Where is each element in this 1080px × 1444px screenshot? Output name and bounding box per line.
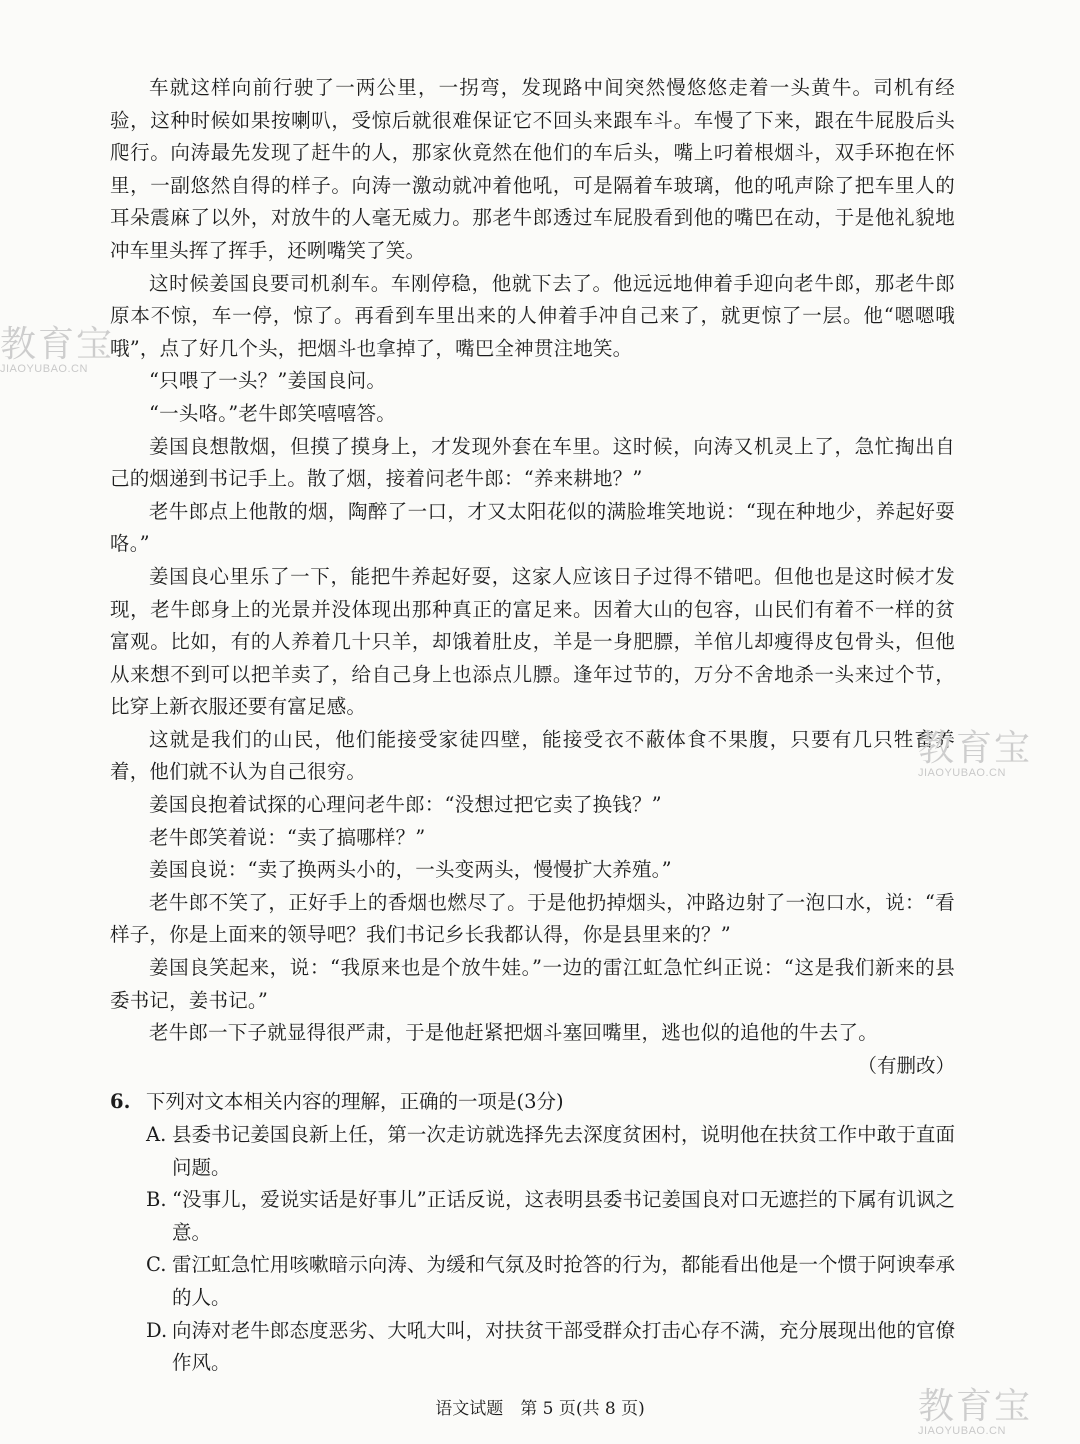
exam-page bbox=[110, 72, 955, 1380]
story-text bbox=[110, 72, 955, 1082]
watermark-brand: 教育宝 bbox=[918, 727, 1033, 768]
question-stem-row bbox=[110, 1086, 955, 1119]
option-text: 向涛对老牛郎态度恶劣、大吼大叫，对扶贫干部受群众打击心存不满，充分展现出他的官僚作风。 bbox=[172, 1318, 955, 1375]
story-paragraph: 老牛郎点上他散的烟，陶醉了一口，才又太阳花似的满脸堆笑地说：“现在种地少，养起好耍咯。” bbox=[110, 499, 955, 556]
watermark-brand: 教育宝 bbox=[918, 1385, 1033, 1426]
story-paragraph: 老牛郎笑着说：“卖了搞哪样？” bbox=[149, 825, 426, 849]
watermark-brand: 教育宝 bbox=[0, 323, 115, 364]
option-text: 雷江虹急忙用咳嗽暗示向涛、为缓和气氛及时抢答的行为，都能看出他是一个惯于阿谀奉承的人。 bbox=[172, 1253, 955, 1309]
page-footer: 语文试题 第 5 页(共 8 页) bbox=[435, 1399, 645, 1419]
story-paragraph: “只喂了一头？”姜国良问。 bbox=[149, 369, 387, 393]
option-b[interactable] bbox=[146, 1184, 955, 1249]
question-stem: 下列对文本相关内容的理解，正确的一项是(3分) bbox=[146, 1090, 564, 1114]
story-paragraph: 这就是我们的山民，他们能接受家徒四壁，能接受衣不蔽体食不果腹，只要有几只牲畜养着，他们就不认为自己很穷。 bbox=[110, 727, 955, 784]
story-paragraph: 老牛郎一下子就显得很严肃，于是他赶紧把烟斗塞回嘴里，逃也似的追他的牛去了。 bbox=[149, 1021, 878, 1045]
watermark-url: JIAOYUBAO.CN bbox=[918, 767, 1006, 779]
option-label: B. bbox=[146, 1188, 167, 1212]
option-a[interactable] bbox=[146, 1119, 955, 1184]
option-label: A. bbox=[146, 1123, 167, 1146]
option-text: 县委书记姜国良新上任，第一次走访就选择先去深度贫困村，说明他在扶贫工作中敢于直面问题。 bbox=[172, 1123, 955, 1179]
watermark-logo bbox=[918, 727, 1033, 779]
option-c[interactable] bbox=[146, 1249, 955, 1314]
story-paragraph: 车就这样向前行驶了一两公里，一拐弯，发现路中间突然慢悠悠走着一头黄牛。司机有经验，这种时候如果按喇叭，受惊后就很难保证它不回头来跟车斗。车慢了下来，跟在牛屁股后头爬行。向涛最先发现了赶牛的人，那家伙竟然在他们的车后头，嘴上叼着根烟斗，双手环抱在怀里，一副悠然自得的样子。向涛一激动就冲着他吼，可是隔着车玻璃，他的吼声除了把车里人的耳朵震麻了以外，对放牛的人毫无威力。那老牛郎透过车屁股看到他的嘴巴在动，于是他礼貌地冲车里头挥了挥手，还咧嘴笑了笑。 bbox=[110, 76, 955, 262]
watermark-logo bbox=[0, 323, 115, 375]
source-credit: （有删改） bbox=[857, 1053, 955, 1077]
option-text: “没事儿，爱说实话是好事儿”正话反说，这表明县委书记姜国良对口无遮拦的下属有讥讽之意。 bbox=[172, 1188, 955, 1244]
story-paragraph: 老牛郎不笑了，正好手上的香烟也燃尽了。于是他扔掉烟头，冲路边射了一泡口水，说：“看样子，你是上面来的领导吧？我们书记乡长我都认得，你是县里来的？” bbox=[110, 890, 955, 947]
story-paragraph: 姜国良想散烟，但摸了摸身上，才发现外套在车里。这时候，向涛又机灵上了，急忙掏出自己的烟递到书记手上。散了烟，接着问老牛郎：“养来耕地？” bbox=[110, 434, 955, 491]
option-d[interactable] bbox=[146, 1315, 955, 1380]
question-6 bbox=[110, 1086, 955, 1379]
option-list bbox=[146, 1119, 955, 1380]
watermark-logo bbox=[918, 1385, 1033, 1437]
story-paragraph: 姜国良心里乐了一下，能把牛养起好耍，这家人应该日子过得不错吧。但他也是这时候才发现，老牛郎身上的光景并没体现出那种真正的富足来。因着大山的包容，山民们有着不一样的贫富观。比如，有的人养着几十只羊，却饿着肚皮，羊是一身肥膘，羊倌儿却瘦得皮包骨头，但他从来想不到可以把羊卖了，给自己身上也添点儿膘。逢年过节的，万分不舍地杀一头来过个节，比穿上新衣服还要有富足感。 bbox=[110, 564, 955, 719]
question-number: 6. bbox=[110, 1090, 131, 1114]
story-paragraph: “一头咯。”老牛郎笑嘻嘻答。 bbox=[149, 401, 396, 425]
story-paragraph: 姜国良说：“卖了换两头小的，一头变两头，慢慢扩大养殖。” bbox=[149, 858, 672, 882]
option-label: D. bbox=[146, 1318, 168, 1342]
option-label: C. bbox=[146, 1253, 167, 1277]
story-paragraph: 姜国良抱着试探的心理问老牛郎：“没想过把它卖了换钱？” bbox=[149, 793, 662, 817]
watermark-url: JIAOYUBAO.CN bbox=[918, 1425, 1006, 1437]
watermark-url: JIAOYUBAO.CN bbox=[0, 363, 88, 375]
story-paragraph: 姜国良笑起来，说：“我原来也是个放牛娃。”一边的雷江虹急忙纠正说：“这是我们新来的县委书记，姜书记。” bbox=[110, 956, 955, 1012]
story-paragraph: 这时候姜国良要司机刹车。车刚停稳，他就下去了。他远远地伸着手迎向老牛郎，那老牛郎原本不惊，车一停，惊了。再看到车里出来的人伸着手冲自己来了，就更惊了一层。他“嗯嗯哦哦”，点了好几个头，把烟斗也拿掉了，嘴巴全神贯注地笑。 bbox=[110, 271, 955, 360]
